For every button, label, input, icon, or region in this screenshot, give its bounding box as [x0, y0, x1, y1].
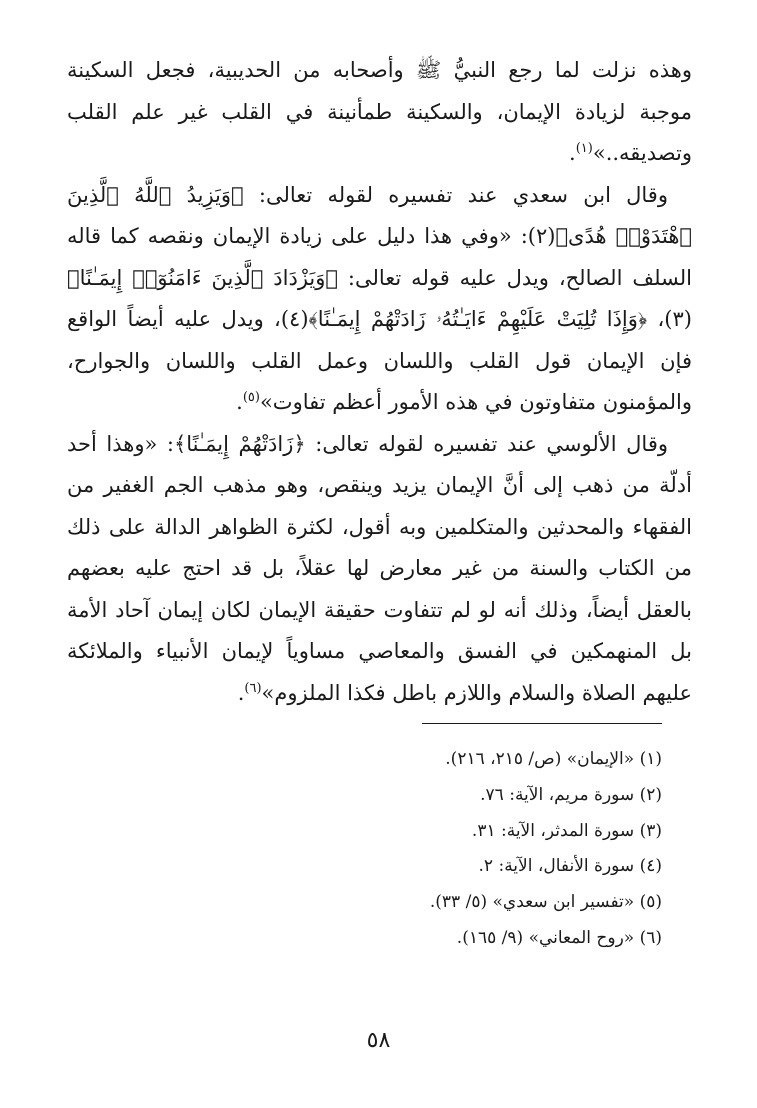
footnote-6: (٦) «روح المعاني» (٩/ ١٦٥).	[456, 927, 662, 948]
paragraph-end: .	[237, 680, 245, 705]
paragraph-end: .	[569, 141, 576, 165]
footnotes	[67, 742, 662, 957]
page-number: ٥٨	[366, 1028, 391, 1053]
text-line: متفاوتون في هذه الأمور أعظم تفاوت»	[259, 390, 597, 414]
text-line: وهذه نزلت لما رجع النبيُّ ﷺ وأصحابه من الحديبية، فجعل السكينة	[67, 58, 692, 82]
main-text	[67, 50, 692, 714]
paragraph-end: .	[236, 390, 243, 414]
text-line: ٱهْتَدَوْا۟ هُدًى﴾(٢): «وفي هذا دليل على زيادة الإيمان ونقصه كما قاله	[67, 224, 692, 248]
text-line: موجبة لزيادة الإيمان، والسكينة طمأنينة في القلب غير علم القلب	[67, 99, 692, 124]
text-line: ﴿وَإِذَا تُلِيَتْ عَلَيْهِمْ ءَايَـٰتُهُۥ زَادَتْهُمْ إِيمَـٰنًا﴾(٤)، ويدل عليه أيضاً الواقع فإن	[67, 307, 692, 373]
paragraph-1	[67, 50, 692, 175]
footnote-ref: (١)	[575, 141, 593, 156]
footnote-2: (٢) سورة مريم، الآية: ٧٦.	[480, 784, 662, 805]
text-line: الصلاة والسلام واللازم باطل فكذا الملزوم»	[261, 680, 636, 705]
footnote-ref: (٥)	[242, 390, 260, 405]
text-line: أدلّة من ذهب إلى أنَّ الإيمان يزيد وينقص، وهو مذهب الجم الغفير من	[67, 473, 692, 497]
footnote-5: (٥) «تفسير ابن سعدي» (٥/ ٣٣).	[429, 892, 662, 913]
text-line: وتصديقه..»	[592, 141, 692, 165]
text-line: الفقهاء والمحدثين والمتكلمين وبه أقول، لكثرة الظواهر الدالة على ذلك	[67, 514, 692, 539]
text-line: السلف الصالح، ويدل عليه قوله تعالى: ﴿وَيَزْدَادَ ٱلَّذِينَ ءَامَنُوٓا۟ إِيمَـٰنًا﴾(٣)،	[67, 265, 692, 331]
footnote-3: (٣) سورة المدثر، الآية: ٣١.	[471, 820, 662, 841]
footnote-4: (٤) سورة الأنفال، الآية: ٢.	[478, 856, 662, 877]
text-line: بالعقل أيضاً، وذلك أنه لو لم تتفاوت حقيقة الإيمان لكان إيمان آحاد الأمة	[67, 597, 692, 622]
text-line: الإيمان قول القلب واللسان وعمل القلب واللسان والجوارح، والمؤمنون	[67, 348, 692, 414]
paragraph-2	[67, 175, 692, 424]
text-line: وقال ابن سعدي عند تفسيره لقوله تعالى: ﴿وَيَزِيدُ ٱللَّهُ ٱلَّذِينَ	[67, 182, 668, 207]
footnote-ref: (٦)	[244, 680, 262, 696]
paragraph-3	[67, 424, 692, 715]
text-line: وقال الألوسي عند تفسيره لقوله تعالى: ﴿زَادَتْهُمْ إِيمَـٰنًا﴾: «وهذا أحد	[67, 431, 668, 456]
text-line: بل المنهمكين في الفسق والمعاصي مساوياً لإيمان الأنبياء والملائكة عليهم	[67, 639, 692, 705]
text-line: من الكتاب والسنة من غير معارض لها عقلاً، بل قد احتج عليه بعضهم	[67, 556, 692, 580]
footnote-separator	[422, 723, 662, 724]
footnote-1: (١) «الإيمان» (ص/ ٢١٥، ٢١٦).	[445, 749, 662, 769]
